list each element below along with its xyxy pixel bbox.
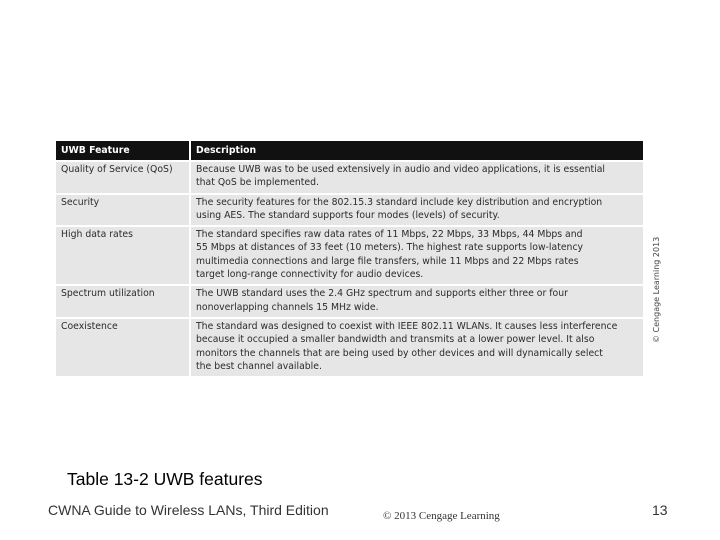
table-row (56, 317, 643, 376)
table-header-row (56, 141, 643, 160)
description-cell: The security features for the 802.15.3 standard include key distribution and encryption using AES. The standard supports four modes (levels) of security. (191, 193, 643, 226)
table-row (56, 160, 643, 193)
description-cell: The standard was designed to coexist with IEEE 802.11 WLANs. It causes less interference because it occupied a smaller bandwidth and transmits at a lower power level. It also monitors the channels that are being used by other devices and will dynamically select the best channel available. (191, 317, 643, 376)
description-cell: The UWB standard uses the 2.4 GHz spectrum and supports either three or four nonoverlapping channels 15 MHz wide. (191, 284, 643, 317)
feature-cell: High data rates (56, 225, 191, 284)
table-copyright-notice: © Cengage Learning 2013 (652, 236, 661, 343)
page-number: 13 (652, 502, 668, 518)
uwb-features-table (56, 141, 643, 376)
column-header-feature: UWB Feature (56, 141, 191, 160)
feature-cell: Coexistence (56, 317, 191, 376)
footer-book-title: CWNA Guide to Wireless LANs, Third Edition (48, 502, 329, 518)
description-cell: Because UWB was to be used extensively in audio and video applications, it is essential that QoS be implemented. (191, 160, 643, 193)
table-row (56, 284, 643, 317)
column-header-description: Description (191, 141, 643, 160)
feature-cell: Spectrum utilization (56, 284, 191, 317)
description-cell: The standard specifies raw data rates of 11 Mbps, 22 Mbps, 33 Mbps, 44 Mbps and 55 Mbps at distances of 33 feet (10 meters). The highest rate supports low-latency multimedia connections and large file transfers, while 11 Mbps and 22 Mbps rates target long-range connectivity for audio devices. (191, 225, 643, 284)
table-caption: Table 13-2 UWB features (67, 469, 263, 489)
feature-cell: Quality of Service (QoS) (56, 160, 191, 193)
feature-cell: Security (56, 193, 191, 226)
table-row (56, 225, 643, 284)
footer-copyright: © 2013 Cengage Learning (383, 510, 500, 522)
table-row (56, 193, 643, 226)
